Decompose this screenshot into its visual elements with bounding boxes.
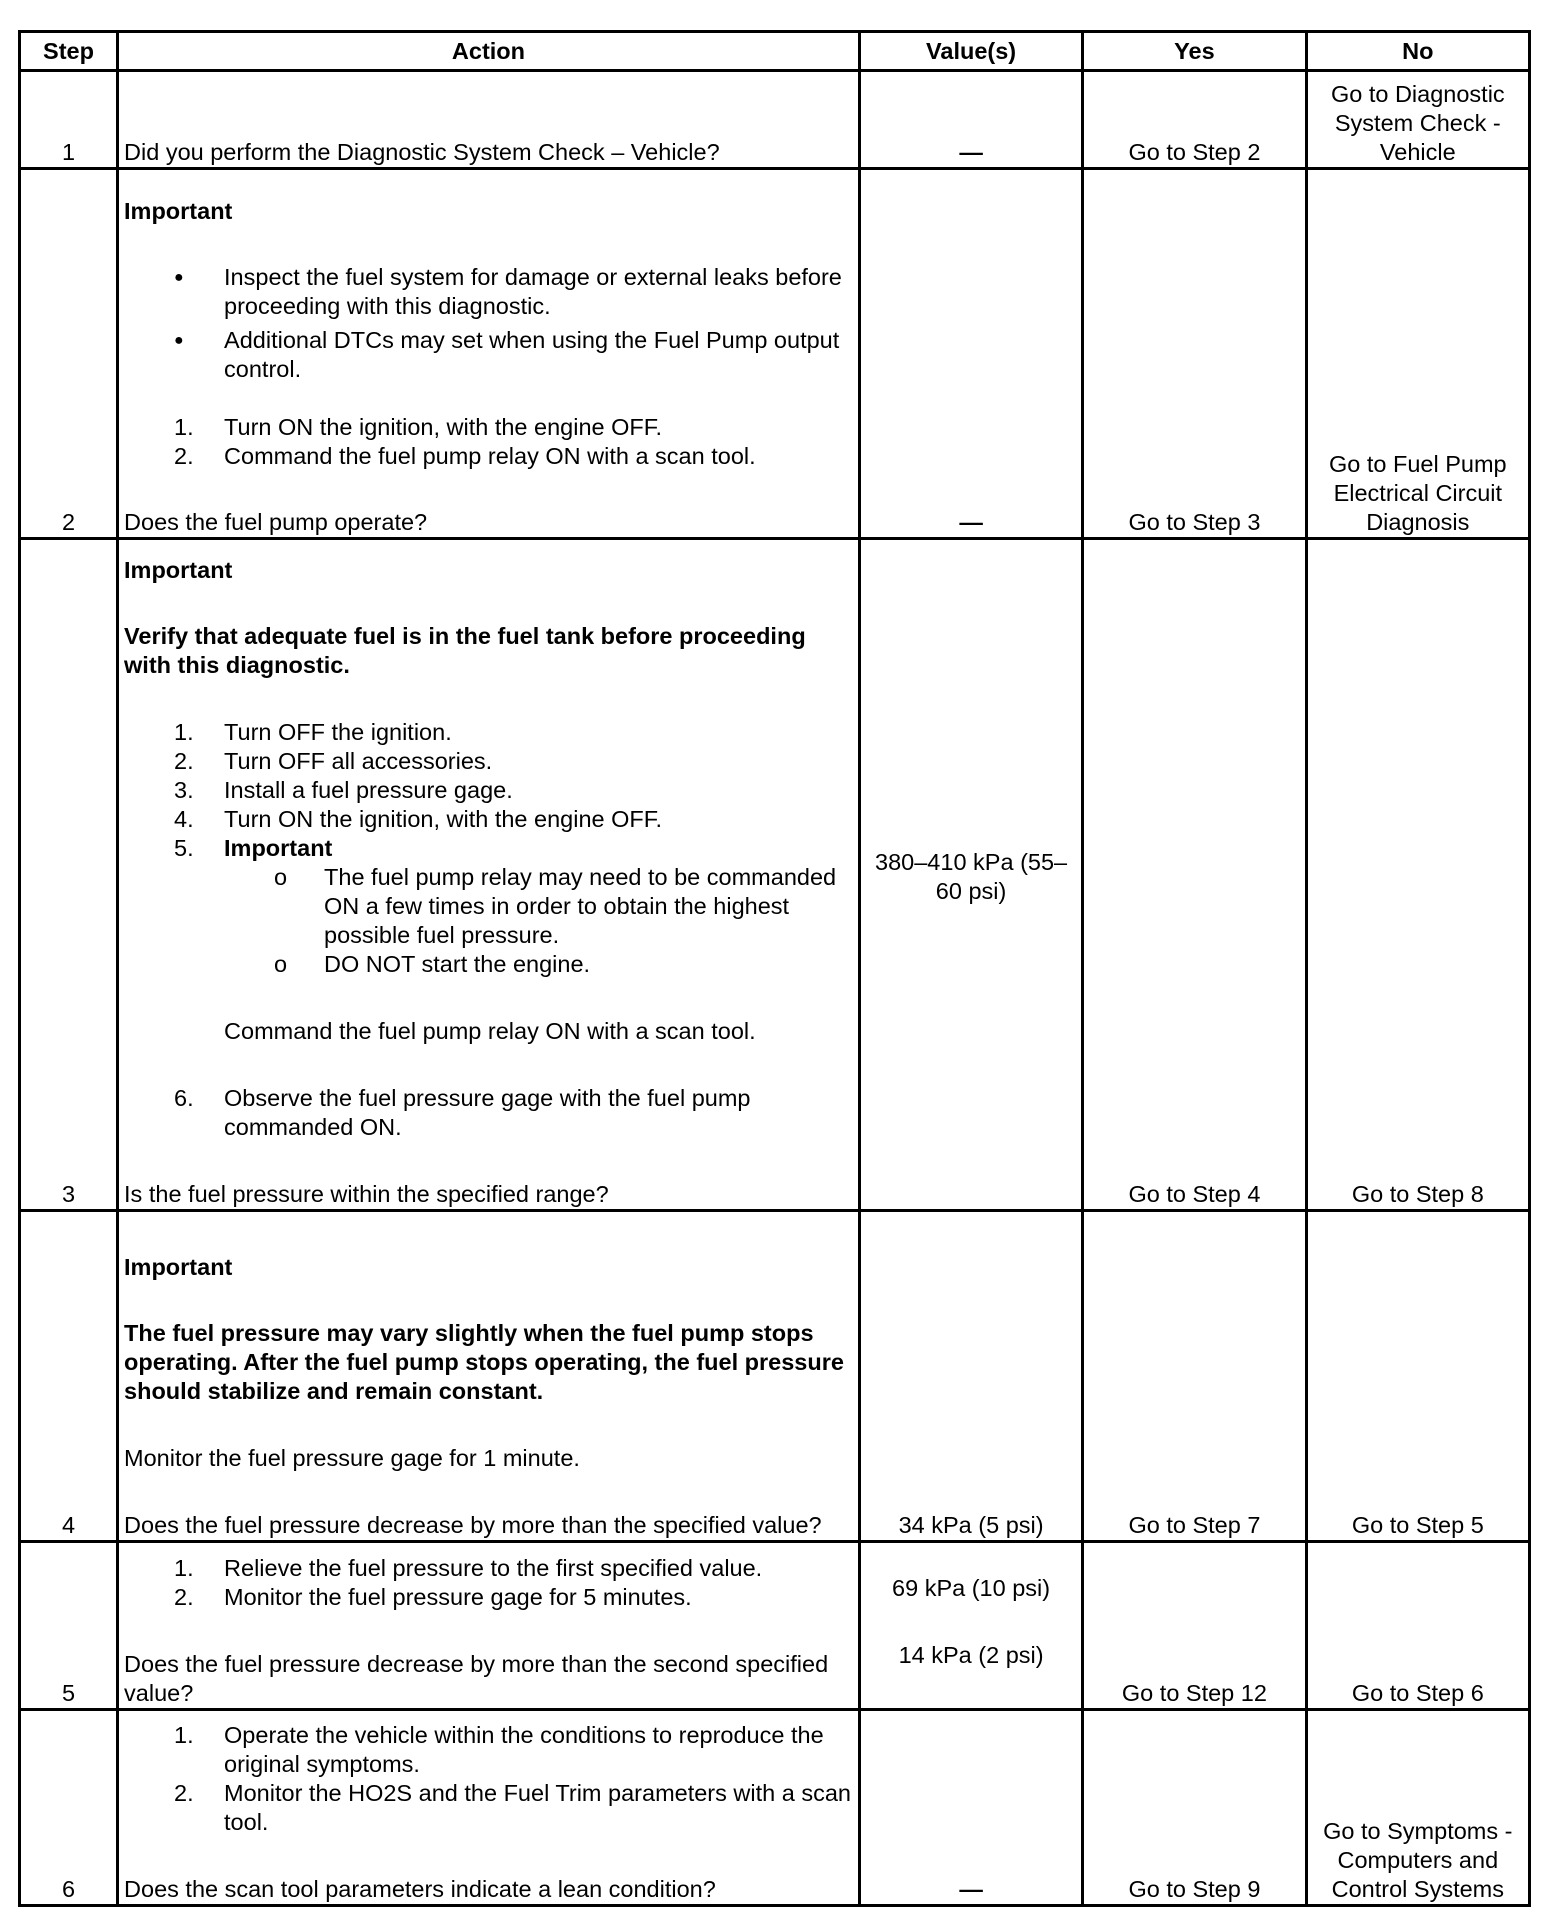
no-cell: Go to Step 5 bbox=[1306, 1211, 1529, 1542]
step-text: Command the fuel pump relay ON with a scan tool. bbox=[224, 1018, 756, 1044]
step-number: 3 bbox=[20, 539, 118, 1211]
numbered-list bbox=[124, 1719, 853, 1837]
header-values: Value(s) bbox=[859, 32, 1082, 71]
action-text: Monitor the fuel pressure gage for 1 minute. bbox=[124, 1445, 580, 1471]
number-marker: 5. bbox=[174, 835, 194, 861]
list-item bbox=[124, 834, 853, 1046]
header-action: Action bbox=[118, 32, 860, 71]
step-text: Observe the fuel pressure gage with the fuel pump commanded ON. bbox=[224, 1085, 751, 1140]
value-cell bbox=[859, 1542, 1082, 1710]
value-text: 380–410 kPa (55–60 psi) bbox=[875, 849, 1068, 904]
question-text: Does the fuel pressure decrease by more than the second specified value? bbox=[124, 1651, 829, 1706]
number-marker: 4. bbox=[174, 806, 194, 832]
no-cell: Go to Diagnostic System Check - Vehicle bbox=[1306, 71, 1529, 169]
list-item bbox=[124, 718, 853, 747]
number-marker: 1. bbox=[174, 1722, 194, 1748]
value-text-second: 14 kPa (2 psi) bbox=[898, 1642, 1044, 1668]
step-text: Monitor the fuel pressure gage for 5 minutes. bbox=[224, 1584, 692, 1610]
value-cell bbox=[859, 539, 1082, 1211]
step-text: Turn ON the ignition, with the engine OFF. bbox=[224, 806, 663, 832]
important-heading: Important bbox=[124, 1254, 233, 1280]
number-marker: 1. bbox=[174, 719, 194, 745]
number-marker: 3. bbox=[174, 777, 194, 803]
spacer bbox=[224, 979, 853, 1017]
step-text: Turn ON the ignition, with the engine OFF. bbox=[224, 414, 663, 440]
number-marker: 6. bbox=[174, 1085, 194, 1111]
action-cell bbox=[118, 1542, 860, 1710]
spacer bbox=[124, 680, 853, 718]
header-yes: Yes bbox=[1083, 32, 1306, 71]
bullet-list bbox=[124, 263, 853, 384]
important-note: The fuel pressure may vary slightly when the fuel pump stops operating. After the fuel pump stops operating, the fuel pressure should stabilize and remain constant. bbox=[124, 1320, 844, 1404]
list-item bbox=[124, 805, 853, 834]
step-text: Install a fuel pressure gage. bbox=[224, 777, 513, 803]
table-row bbox=[20, 1211, 1530, 1542]
no-cell: Go to Symptoms - Computers and Control Systems bbox=[1306, 1710, 1529, 1906]
list-item bbox=[124, 747, 853, 776]
number-marker: 1. bbox=[174, 414, 194, 440]
step-text: Turn OFF the ignition. bbox=[224, 719, 452, 745]
value-cell bbox=[859, 1710, 1082, 1906]
step-text: Command the fuel pump relay ON with a scan tool. bbox=[224, 443, 756, 469]
list-item bbox=[124, 442, 853, 471]
list-item bbox=[124, 776, 853, 805]
value-dash: — bbox=[959, 1876, 983, 1902]
list-item bbox=[124, 326, 853, 384]
number-marker: 2. bbox=[174, 748, 194, 774]
value-cell bbox=[859, 169, 1082, 539]
sub-bullet-text: The fuel pump relay may need to be commanded ON a few times in order to obtain the highest possible fuel pressure. bbox=[324, 864, 837, 948]
sub-bullet-list bbox=[224, 863, 853, 979]
step-number: 6 bbox=[20, 1710, 118, 1906]
spacer bbox=[124, 1142, 853, 1180]
value-dash: — bbox=[959, 509, 983, 535]
list-item bbox=[124, 263, 853, 321]
bullet-text: Additional DTCs may set when using the Fuel Pump output control. bbox=[224, 327, 840, 382]
list-item bbox=[124, 1084, 853, 1142]
number-marker: 2. bbox=[174, 1780, 194, 1806]
spacer bbox=[124, 1837, 853, 1875]
table-row bbox=[20, 169, 1530, 539]
header-no: No bbox=[1306, 32, 1529, 71]
question-text: Does the scan tool parameters indicate a lean condition? bbox=[124, 1876, 716, 1902]
step-number: 2 bbox=[20, 169, 118, 539]
yes-cell: Go to Step 9 bbox=[1083, 1710, 1306, 1906]
action-cell bbox=[118, 169, 860, 539]
step-number: 5 bbox=[20, 1542, 118, 1710]
action-cell bbox=[118, 1710, 860, 1906]
sub-bullet-marker: o bbox=[274, 864, 288, 890]
spacer bbox=[124, 1046, 853, 1084]
action-cell bbox=[118, 71, 860, 169]
table-row bbox=[20, 1542, 1530, 1710]
yes-cell: Go to Step 12 bbox=[1083, 1542, 1306, 1710]
important-note: Verify that adequate fuel is in the fuel tank before proceeding with this diagnostic. bbox=[124, 623, 806, 678]
no-cell: Go to Step 8 bbox=[1306, 539, 1529, 1211]
sub-bullet-marker: o bbox=[274, 951, 288, 977]
spacer bbox=[124, 1282, 853, 1319]
value-cell bbox=[859, 1211, 1082, 1542]
spacer bbox=[124, 1406, 853, 1444]
step-text: Relieve the fuel pressure to the first specified value. bbox=[224, 1555, 763, 1581]
list-item bbox=[124, 413, 853, 442]
spacer bbox=[124, 1473, 853, 1511]
spacer bbox=[124, 384, 853, 413]
step-text: Operate the vehicle within the conditions to reproduce the original symptoms. bbox=[224, 1722, 824, 1777]
step-text: Monitor the HO2S and the Fuel Trim parameters with a scan tool. bbox=[224, 1780, 851, 1835]
yes-cell: Go to Step 4 bbox=[1083, 539, 1306, 1211]
numbered-list bbox=[124, 1084, 853, 1142]
question-text: Did you perform the Diagnostic System Check – Vehicle? bbox=[124, 139, 720, 165]
action-cell bbox=[118, 1211, 860, 1542]
value-dash: — bbox=[959, 139, 983, 165]
numbered-list bbox=[124, 718, 853, 1046]
important-heading: Important bbox=[124, 557, 233, 583]
diagnostic-table bbox=[18, 30, 1531, 1907]
number-marker: 1. bbox=[174, 1555, 194, 1581]
spacer bbox=[866, 1603, 1076, 1641]
value-text-first: 69 kPa (10 psi) bbox=[892, 1575, 1051, 1601]
table-row bbox=[20, 71, 1530, 169]
number-marker: 2. bbox=[174, 1584, 194, 1610]
spacer bbox=[124, 1612, 853, 1650]
list-item bbox=[124, 1779, 853, 1837]
question-text: Does the fuel pressure decrease by more than the specified value? bbox=[124, 1512, 822, 1538]
list-item bbox=[124, 1721, 853, 1779]
list-item bbox=[224, 863, 853, 950]
list-item bbox=[124, 1583, 853, 1612]
header-row bbox=[20, 32, 1530, 71]
list-item bbox=[224, 950, 853, 979]
step-important-label: Important bbox=[224, 835, 333, 861]
bullet-text: Inspect the fuel system for damage or external leaks before proceeding with this diagnostic. bbox=[224, 264, 842, 319]
spacer bbox=[124, 585, 853, 622]
step-number: 4 bbox=[20, 1211, 118, 1542]
bullet-marker: ● bbox=[174, 332, 184, 349]
list-item bbox=[124, 1554, 853, 1583]
numbered-list bbox=[124, 1552, 853, 1612]
table-row bbox=[20, 539, 1530, 1211]
number-marker: 2. bbox=[174, 443, 194, 469]
sub-bullet-text: DO NOT start the engine. bbox=[324, 951, 591, 977]
header-step: Step bbox=[20, 32, 118, 71]
question-text: Is the fuel pressure within the specified range? bbox=[124, 1181, 609, 1207]
yes-cell: Go to Step 7 bbox=[1083, 1211, 1306, 1542]
no-cell: Go to Step 6 bbox=[1306, 1542, 1529, 1710]
bullet-marker: ● bbox=[174, 269, 184, 286]
important-heading: Important bbox=[124, 198, 233, 224]
value-text: 34 kPa (5 psi) bbox=[898, 1512, 1044, 1538]
spacer bbox=[124, 471, 853, 508]
step-text: Turn OFF all accessories. bbox=[224, 748, 493, 774]
table-row bbox=[20, 1710, 1530, 1906]
action-cell bbox=[118, 539, 860, 1211]
yes-cell: Go to Step 2 bbox=[1083, 71, 1306, 169]
numbered-list bbox=[124, 413, 853, 471]
yes-cell: Go to Step 3 bbox=[1083, 169, 1306, 539]
value-cell bbox=[859, 71, 1082, 169]
spacer bbox=[124, 226, 853, 255]
question-text: Does the fuel pump operate? bbox=[124, 509, 428, 535]
step-number: 1 bbox=[20, 71, 118, 169]
no-cell: Go to Fuel Pump Electrical Circuit Diagnosis bbox=[1306, 169, 1529, 539]
